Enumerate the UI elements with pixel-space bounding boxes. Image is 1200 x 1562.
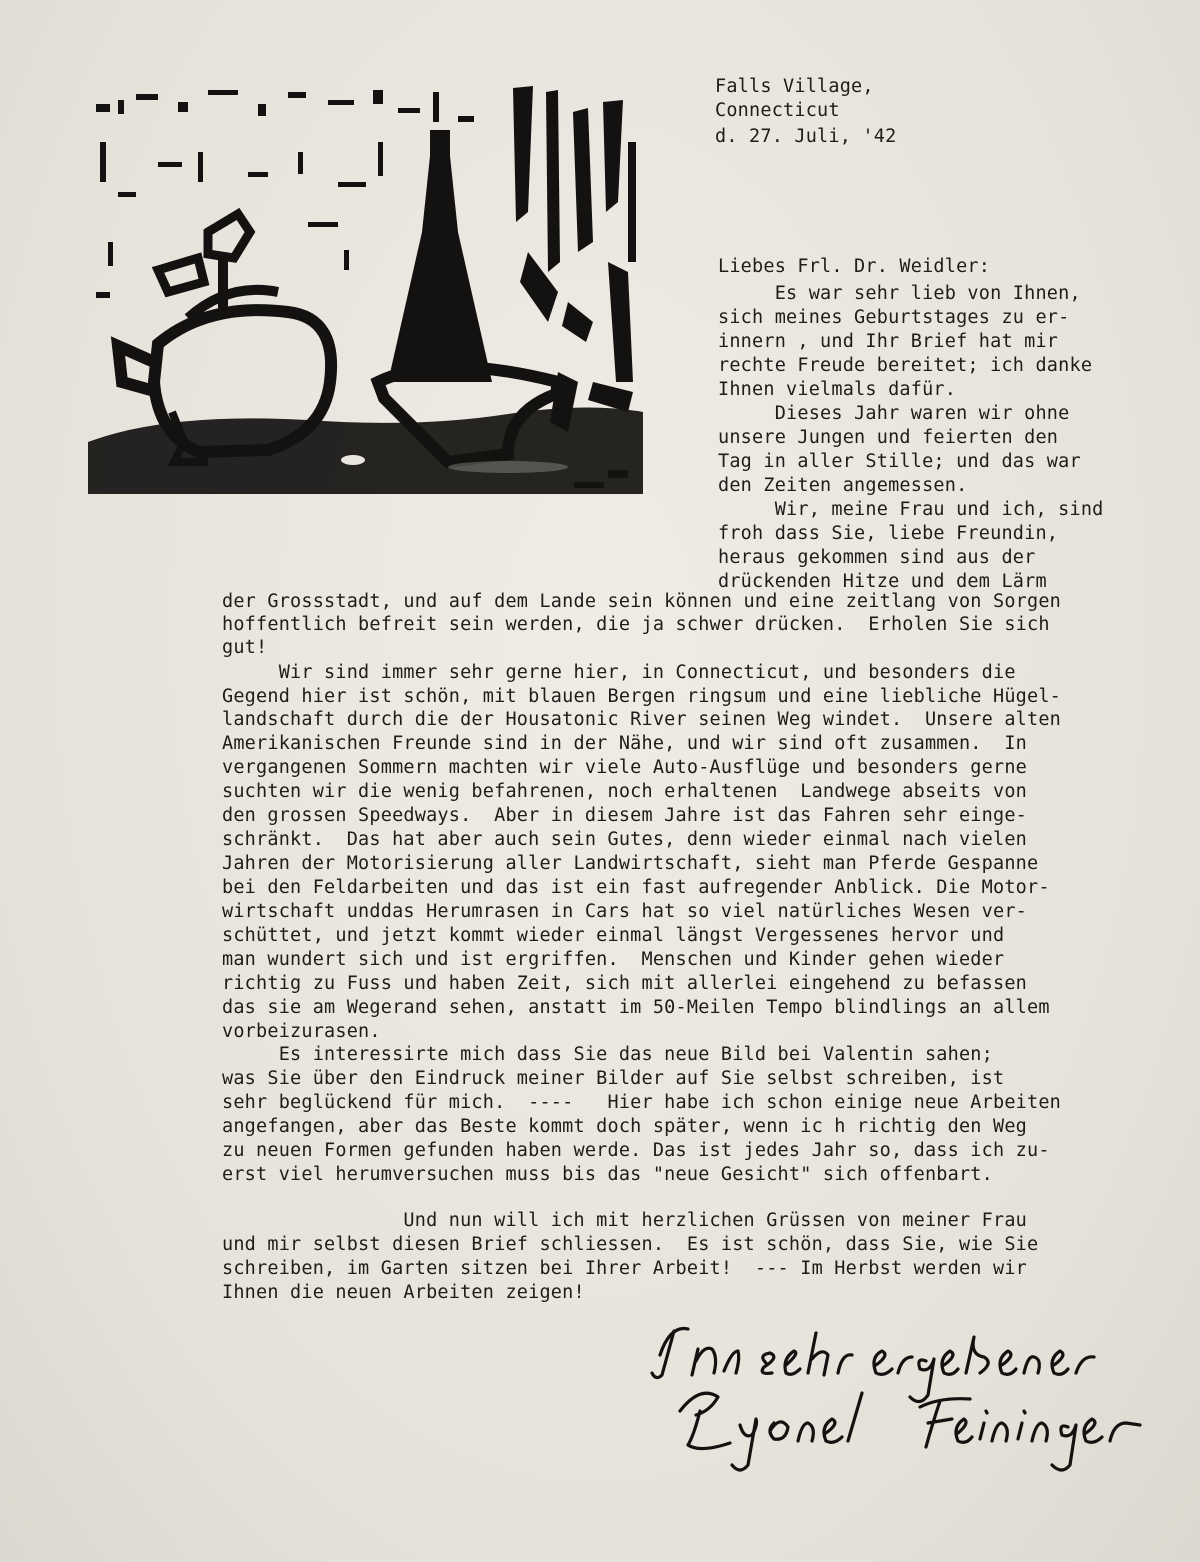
body-line: rechte Freude bereitet; ich danke — [718, 355, 1093, 376]
body-line: schränkt. Das hat aber auch sein Gutes, denn wieder einmal nach vielen — [222, 829, 1027, 850]
body-line: wirtschaft unddas Herumrasen in Cars hat so viel natürliches Wesen ver- — [222, 901, 1027, 922]
body-line: innern , und Ihr Brief hat mir — [718, 331, 1059, 352]
body-line: heraus gekommen sind aus der — [718, 547, 1036, 568]
body-line: und mir selbst diesen Brief schliessen. Es ist schön, dass Sie, wie Sie — [222, 1234, 1039, 1255]
body-line: erst viel herumversuchen muss bis das "neue Gesicht" sich offenbart. — [222, 1164, 993, 1185]
body-line: Ihnen vielmals dafür. — [718, 379, 957, 400]
body-line: Gegend hier ist schön, mit blauen Bergen ringsum und eine liebliche Hügel- — [222, 686, 1062, 707]
address-line-place: Falls Village, — [715, 76, 874, 97]
body-line: drückenden Hitze und dem Lärm — [718, 571, 1047, 592]
body-line: Und nun will ich mit herzlichen Grüssen von meiner Frau — [222, 1210, 1027, 1231]
body-line: suchten wir die wenig befahrenen, noch erhaltenen Landwege abseits von — [222, 781, 1027, 802]
body-line: angefangen, aber das Beste kommt doch später, wenn ic h richtig den Weg — [222, 1116, 1027, 1137]
body-line: Amerikanischen Freunde sind in der Nähe, und wir sind oft zusammen. In — [222, 733, 1027, 754]
body-line: Wir, meine Frau und ich, sind — [718, 499, 1104, 520]
body-line: den Zeiten angemessen. — [718, 475, 968, 496]
body-line: Ihnen die neuen Arbeiten zeigen! — [222, 1282, 585, 1303]
body-line: das sie am Wegerand sehen, anstatt im 50-Meilen Tempo blindlings an allem — [222, 997, 1050, 1018]
body-line: sehr beglückend für mich. ---- Hier habe ich schon einige neue Arbeiten — [222, 1092, 1062, 1113]
body-line: Tag in aller Stille; und das war — [718, 451, 1081, 472]
body-line: vergangenen Sommern machten wir viele Auto-Ausflüge und besonders gerne — [222, 757, 1027, 778]
body-line: landschaft durch die der Housatonic River seinen Weg windet. Unsere alten — [222, 709, 1062, 730]
body-line: vorbeizurasen. — [222, 1021, 381, 1042]
body-line: hoffentlich befreit sein werden, die ja schwer drücken. Erholen Sie sich — [222, 614, 1050, 635]
letter-date: d. 27. Juli, '42 — [715, 126, 897, 147]
body-line: der Grossstadt, und auf dem Lande sein können und eine zeitlang von Sorgen — [222, 591, 1062, 612]
handwritten-signature — [640, 1315, 1160, 1485]
salutation: Liebes Frl. Dr. Weidler: — [718, 256, 991, 277]
body-line: Jahren der Motorisierung aller Landwirtschaft, sieht man Pferde Gespanne — [222, 853, 1039, 874]
body-line: Dieses Jahr waren wir ohne — [718, 403, 1070, 424]
body-line: bei den Feldarbeiten und das ist ein fast aufregender Anblick. Die Motor- — [222, 877, 1050, 898]
body-line: man wundert sich und ist ergriffen. Menschen und Kinder gehen wieder — [222, 949, 1005, 970]
body-line: richtig zu Fuss und haben Zeit, sich mit allerlei eingehend zu befassen — [222, 973, 1027, 994]
body-line: den grossen Speedways. Aber in diesem Jahre ist das Fahren sehr einge- — [222, 805, 1027, 826]
body-line: schreiben, im Garten sitzen bei Ihrer Arbeit! --- Im Herbst werden wir — [222, 1258, 1027, 1279]
body-line: Es war sehr lieb von Ihnen, — [718, 283, 1081, 304]
body-line: Wir sind immer sehr gerne hier, in Connecticut, und besonders die — [222, 662, 1016, 683]
body-line: sich meines Geburtstages zu er- — [718, 307, 1070, 328]
body-line: froh dass Sie, liebe Freundin, — [718, 523, 1059, 544]
body-line: gut! — [222, 637, 268, 658]
address-line-state: Connecticut — [715, 100, 840, 121]
woodcut-still-life-image — [88, 82, 643, 494]
body-line: Es interessirte mich dass Sie das neue Bild bei Valentin sahen; — [222, 1044, 993, 1065]
body-line: zu neuen Formen gefunden haben werde. Das ist jedes Jahr so, dass ich zu- — [222, 1140, 1050, 1161]
body-line: schüttet, und jetzt kommt wieder einmal längst Vergessenes hervor und — [222, 925, 1005, 946]
body-line: was Sie über den Eindruck meiner Bilder auf Sie selbst schreiben, ist — [222, 1068, 1005, 1089]
body-line: unsere Jungen und feierten den — [718, 427, 1059, 448]
